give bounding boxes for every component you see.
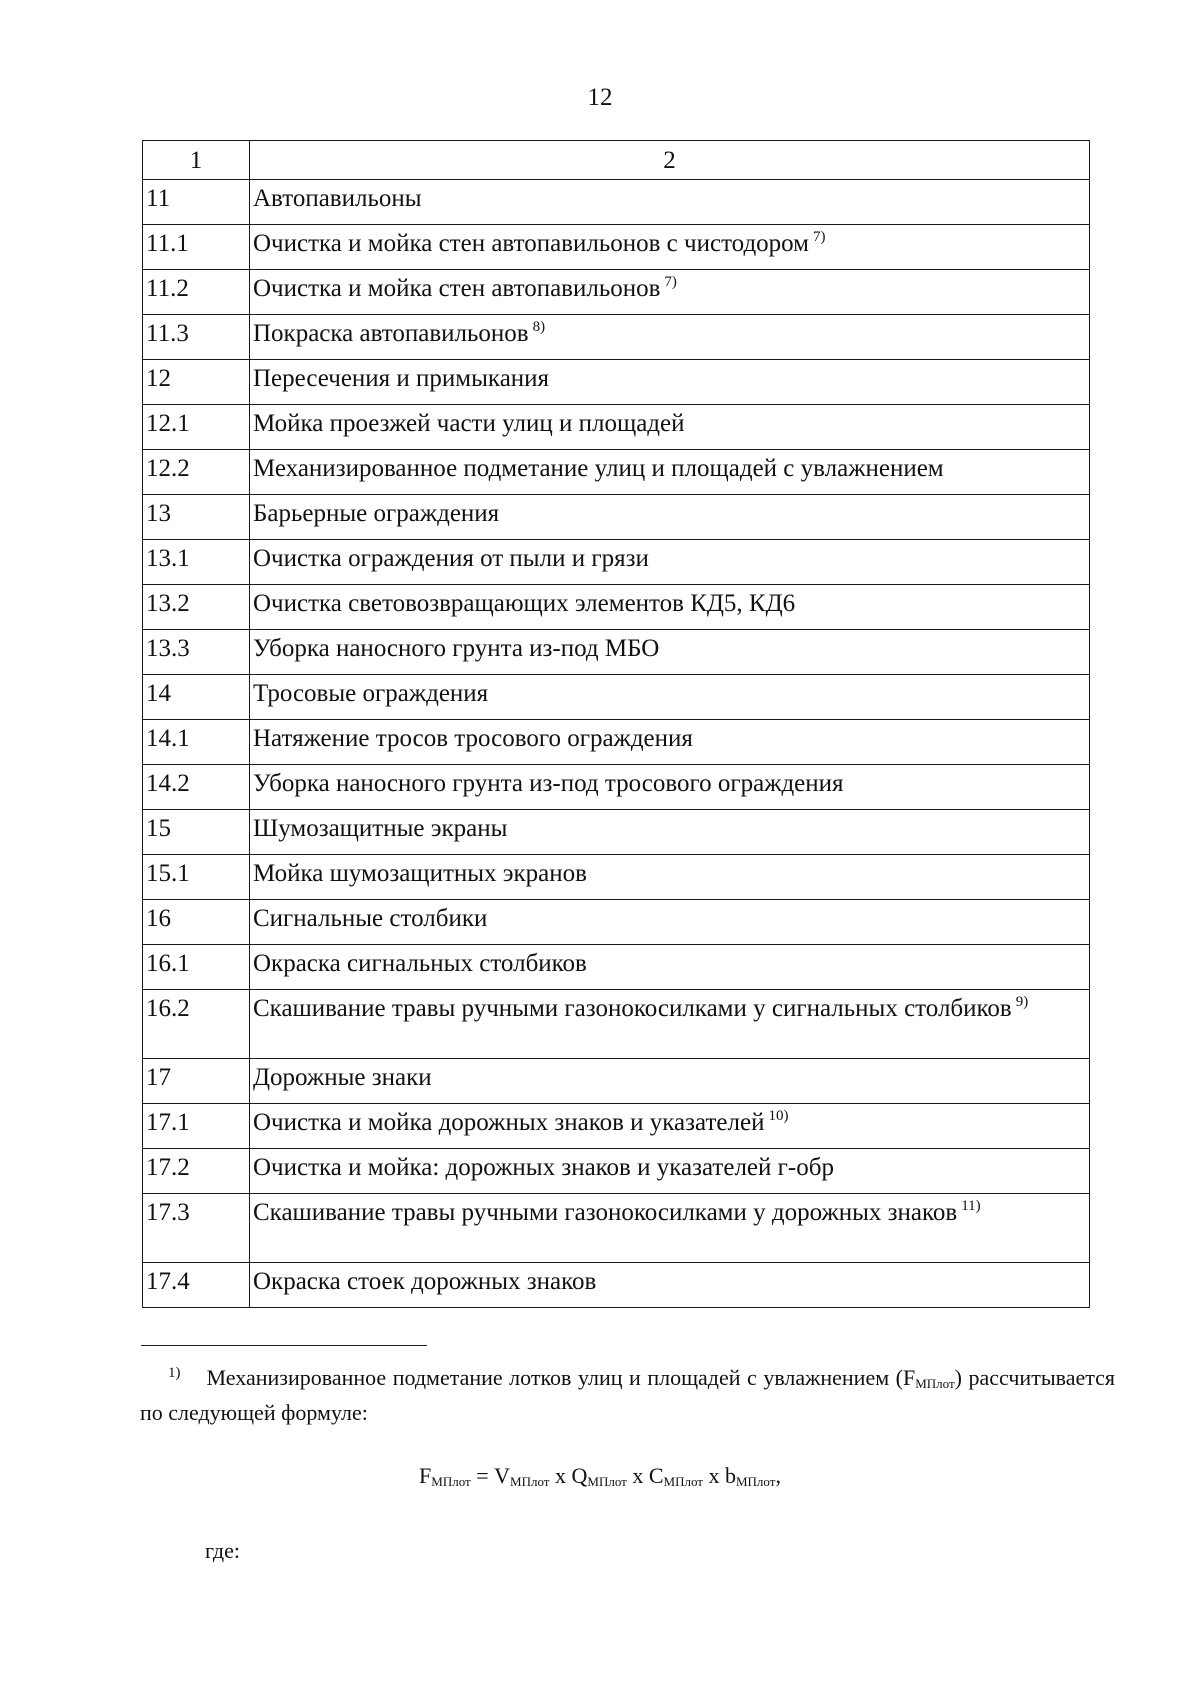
row-number-cell: 15.1 — [143, 855, 250, 900]
table-row — [143, 1059, 1090, 1104]
table-row — [143, 405, 1090, 450]
row-name-text: Барьерные ограждения — [253, 500, 500, 527]
table-row — [143, 495, 1090, 540]
row-name-cell — [250, 900, 1090, 945]
table-row — [143, 180, 1090, 225]
row-name-cell — [250, 1194, 1090, 1263]
row-number-cell: 14.1 — [143, 720, 250, 765]
row-number-cell: 14.2 — [143, 765, 250, 810]
row-number-cell: 12.2 — [143, 450, 250, 495]
formula-term: x b — [702, 1463, 736, 1488]
row-number-cell: 12 — [143, 360, 250, 405]
formula-subscript: МПлот — [510, 1474, 550, 1489]
row-number-cell: 13.3 — [143, 630, 250, 675]
table-row — [143, 900, 1090, 945]
row-name-text: Пересечения и примыкания — [253, 365, 550, 392]
row-name-text: Покраска автопавильонов — [253, 320, 529, 347]
row-name-text: Очистка и мойка стен автопавильонов — [253, 275, 661, 302]
table-row — [143, 1149, 1090, 1194]
row-number-cell: 17.1 — [143, 1104, 250, 1149]
table-row — [143, 630, 1090, 675]
table-header-row — [143, 141, 1090, 180]
row-name-cell — [250, 675, 1090, 720]
row-name-cell — [250, 630, 1090, 675]
table-row — [143, 450, 1090, 495]
footnote-reference: 7) — [664, 274, 677, 290]
row-name-text: Сигнальные столбики — [253, 905, 488, 932]
table-row — [143, 270, 1090, 315]
table-row — [143, 720, 1090, 765]
row-name-cell — [250, 360, 1090, 405]
row-name-text: Окраска сигнальных столбиков — [253, 950, 587, 977]
table-row — [143, 360, 1090, 405]
services-table — [142, 140, 1090, 1308]
row-name-cell — [250, 945, 1090, 990]
row-number-cell: 13.1 — [143, 540, 250, 585]
footnote-reference: 7) — [813, 229, 826, 245]
header-cell-name: 2 — [250, 141, 1090, 180]
table-row — [143, 540, 1090, 585]
table-row — [143, 1263, 1090, 1308]
row-number-cell: 16.1 — [143, 945, 250, 990]
row-name-cell — [250, 1104, 1090, 1149]
table-row — [143, 945, 1090, 990]
row-name-cell — [250, 270, 1090, 315]
row-name-text: Тросовые ограждения — [253, 680, 489, 707]
table-row — [143, 990, 1090, 1059]
row-name-cell — [250, 405, 1090, 450]
table-row — [143, 855, 1090, 900]
formula-term: x Q — [549, 1463, 588, 1488]
row-number-cell: 11 — [143, 180, 250, 225]
formula-term: , — [775, 1463, 781, 1488]
formula-subscript: МПлот — [431, 1474, 471, 1489]
where-label: где: — [205, 1538, 240, 1563]
row-name-cell — [250, 1059, 1090, 1104]
row-name-cell — [250, 855, 1090, 900]
header-cell-number: 1 — [143, 141, 250, 180]
table-row — [143, 585, 1090, 630]
row-name-cell — [250, 990, 1090, 1059]
footnote-subscript: МПлот — [915, 1376, 955, 1391]
row-number-cell: 11.2 — [143, 270, 250, 315]
row-number-cell: 17 — [143, 1059, 250, 1104]
row-name-text: Скашивание травы ручными газонокосилками у сигнальных столбиков — [253, 995, 1012, 1022]
row-number-cell: 11.1 — [143, 225, 250, 270]
row-name-text: Очистка и мойка дорожных знаков и указателей — [253, 1109, 765, 1136]
row-name-text: Автопавильоны — [253, 185, 422, 212]
row-number-cell: 13 — [143, 495, 250, 540]
row-name-cell — [250, 225, 1090, 270]
formula-subscript: МПлот — [663, 1474, 703, 1489]
row-name-text: Уборка наносного грунта из-под тросового ограждения — [253, 770, 844, 797]
formula-term: F — [419, 1463, 432, 1488]
row-number-cell: 14 — [143, 675, 250, 720]
footnote-reference: 10) — [768, 1108, 789, 1124]
row-name-text: Уборка наносного грунта из-под МБО — [253, 635, 660, 662]
footnote-reference: 9) — [1015, 994, 1029, 1010]
table-row — [143, 765, 1090, 810]
formula-term: x C — [626, 1463, 664, 1488]
row-name-cell — [250, 1263, 1090, 1308]
row-number-cell: 16 — [143, 900, 250, 945]
row-name-text: Натяжение тросов тросового ограждения — [253, 725, 693, 752]
footnote-text-after: ) рассчитывается по следующей формуле: — [140, 1365, 1115, 1425]
formula-subscript: МПлот — [587, 1474, 627, 1489]
footnote-separator — [141, 1345, 427, 1346]
formula — [0, 1463, 1200, 1489]
row-number-cell: 12.1 — [143, 405, 250, 450]
table-row — [143, 675, 1090, 720]
row-name-text: Окраска стоек дорожных знаков — [253, 1268, 597, 1295]
formula-subscript: МПлот — [735, 1474, 776, 1489]
row-number-cell: 15 — [143, 810, 250, 855]
row-name-cell — [250, 765, 1090, 810]
row-name-text: Мойка проезжей части улиц и площадей — [253, 410, 685, 437]
row-name-text: Очистка и мойка стен автопавильонов с чистодором — [253, 230, 810, 257]
row-name-cell — [250, 450, 1090, 495]
row-number-cell: 11.3 — [143, 315, 250, 360]
row-number-cell: 17.3 — [143, 1194, 250, 1263]
row-name-cell — [250, 585, 1090, 630]
page-number: 12 — [587, 84, 613, 111]
row-name-cell — [250, 1149, 1090, 1194]
row-name-cell — [250, 180, 1090, 225]
row-name-text: Шумозащитные экраны — [253, 815, 508, 842]
row-name-text: Очистка и мойка: дорожных знаков и указателей г-обр — [253, 1154, 834, 1181]
table-row — [143, 1194, 1090, 1263]
table-row — [143, 315, 1090, 360]
row-name-cell — [250, 315, 1090, 360]
row-name-text: Очистка ограждения от пыли и грязи — [253, 545, 649, 572]
table-row — [143, 810, 1090, 855]
footnote-reference: 8) — [532, 319, 546, 335]
row-number-cell: 13.2 — [143, 585, 250, 630]
row-name-text: Дорожные знаки — [253, 1064, 432, 1091]
row-name-cell — [250, 810, 1090, 855]
row-name-text: Механизированное подметание улиц и площадей с увлажнением — [253, 455, 944, 482]
footnote-text-before: Механизированное подметание лотков улиц и площадей с увлажнением (F — [206, 1365, 916, 1390]
table-row — [143, 225, 1090, 270]
row-name-cell — [250, 720, 1090, 765]
table-body — [143, 141, 1090, 1308]
row-name-cell — [250, 540, 1090, 585]
row-number-cell: 17.4 — [143, 1263, 250, 1308]
row-name-text: Мойка шумозащитных экранов — [253, 860, 587, 887]
row-name-cell — [250, 495, 1090, 540]
table-row — [143, 1104, 1090, 1149]
row-number-cell: 17.2 — [143, 1149, 250, 1194]
row-number-cell: 16.2 — [143, 990, 250, 1059]
footnote-reference: 11) — [961, 1198, 981, 1214]
row-name-text: Скашивание травы ручными газонокосилками у дорожных знаков — [253, 1199, 958, 1226]
formula-term: = V — [470, 1463, 511, 1488]
footnote-1: 1) Механизированное подметание лотков улиц и площадей с увлажнением $(F_{МПлот})$ рассчитывается по следующей формуле: — [140, 1365, 1115, 1425]
row-name-text: Очистка световозвращающих элементов КД5, КД6 — [253, 590, 796, 617]
